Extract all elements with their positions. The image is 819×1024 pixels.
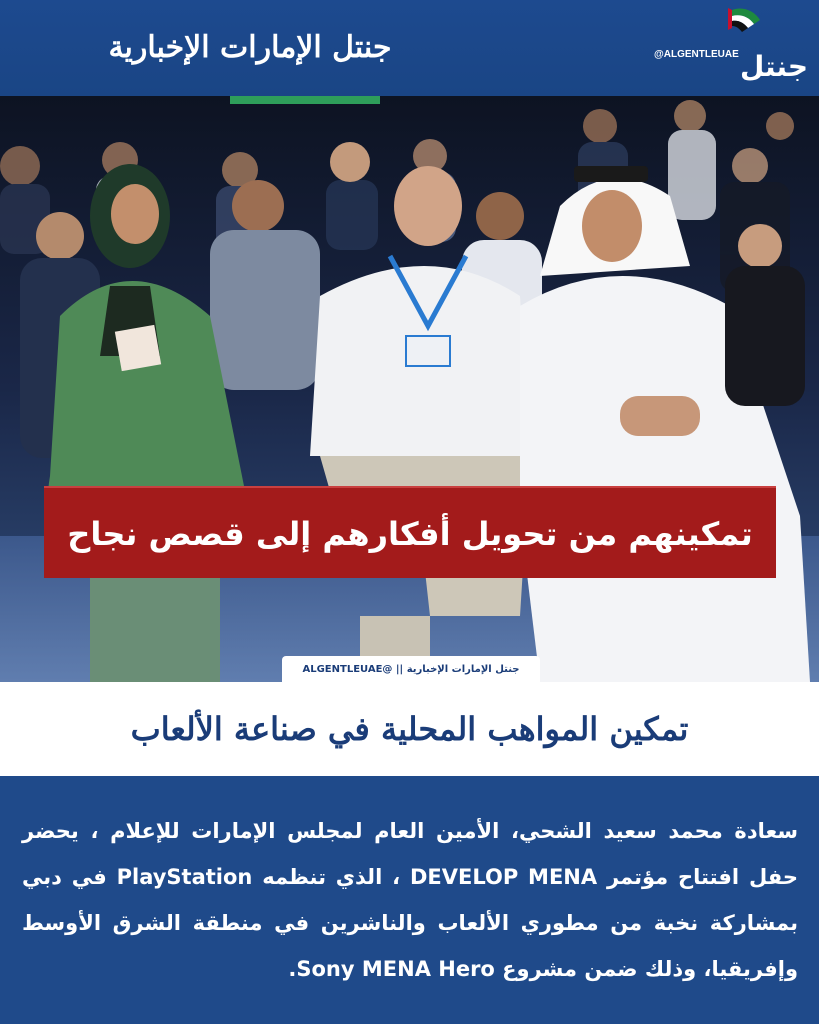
- uae-flag-icon: [702, 6, 762, 46]
- site-title: جنتل الإمارات الإخبارية: [108, 30, 392, 65]
- event-photo: [0, 96, 819, 682]
- conference-audience-illustration: [0, 96, 819, 682]
- headline-banner: [44, 486, 776, 578]
- logo-handle: @ALGENTLEUAE: [654, 49, 739, 60]
- source-tab: [282, 656, 540, 684]
- brand-logo[interactable]: [650, 6, 810, 90]
- article-body-text: سعادة محمد سعيد الشحي، الأمين العام لمجلس الإمارات للإعلام ، يحضر حفل افتتاح مؤتمر DEVELOP MENA ، الذي تنظمه PlayStation في دبي بمشاركة نخبة من مطوري الألعاب والناشرين في منطقة الشرق الأوسط وإفريقيا، وذلك ضمن مشروع Sony MENA Hero.: [22, 819, 798, 981]
- subtitle-text: تمكين المواهب المحلية في صناعة الألعاب: [130, 710, 689, 748]
- article-body: [0, 776, 819, 1024]
- logo-name: جنتل: [739, 50, 808, 83]
- headline-text: تمكينهم من تحويل أفكارهم إلى قصص نجاح: [67, 515, 753, 553]
- source-tab-text: جنتل الإمارات الإخبارية || @ALGENTLEUAE: [302, 664, 520, 675]
- header-bar: [0, 0, 819, 96]
- subtitle-band: [0, 682, 819, 776]
